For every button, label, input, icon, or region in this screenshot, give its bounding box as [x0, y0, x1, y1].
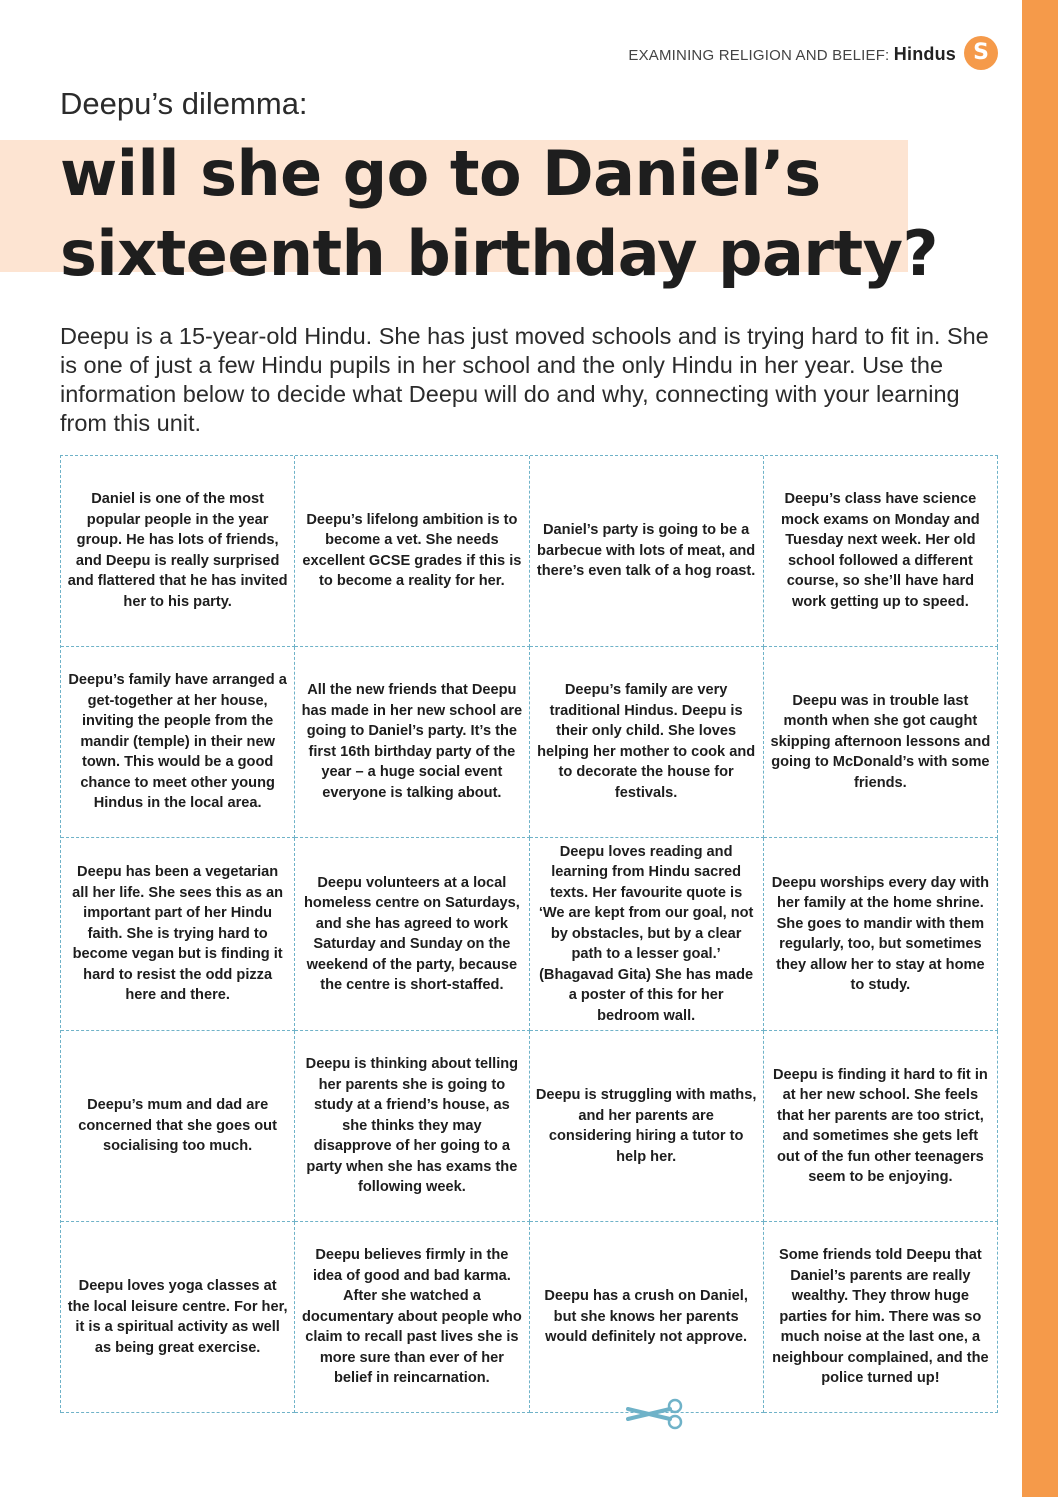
- scenario-card: [61, 456, 295, 647]
- scenario-card: [764, 1031, 998, 1222]
- scenario-card: [764, 647, 998, 838]
- scenario-card: [295, 456, 529, 647]
- card-text: Deepu is finding it hard to fit in at her new school. She feels that her parents are too strict, and sometimes she gets left out of the fun other teenagers seem to be enjoying.: [772, 1066, 988, 1186]
- card-text: Daniel is one of the most popular people in the year group. He has lots of friends, and Deepu is really surprised and flattered that he has invited her to his party.: [67, 491, 288, 610]
- scenario-card: [764, 838, 998, 1032]
- card-text: Deepu volunteers at a local homeless centre on Saturdays, and she has agreed to work Saturday and Sunday on the weekend of the party, because the centre is short-staffed.: [304, 874, 520, 993]
- card-text: Deepu is thinking about telling her parents she is going to study at a friend’s house, as she thinks they may disapprove of her going to a party when she has exams the following week.: [305, 1056, 519, 1196]
- intro-paragraph: Deepu is a 15-year-old Hindu. She has just moved schools and is trying hard to fit in. She is one of just a few Hindu pupils in her school and the only Hindu in her year. Use the information below to decide what Deepu will do and why, connecting with your learning from this unit.: [60, 323, 989, 436]
- card-text: Deepu’s lifelong ambition is to become a vet. She needs excellent GCSE grades if this is to become a reality for her.: [302, 511, 522, 590]
- scenario-card: [530, 1031, 764, 1222]
- card-text: Deepu has a crush on Daniel, but she knows her parents would definitely not approve.: [544, 1288, 748, 1346]
- page-subtitle: Deepu’s dilemma:: [60, 86, 308, 121]
- page-title: will she go to Daniel’s sixteenth birthday party?: [60, 137, 938, 290]
- scenario-card: [764, 456, 998, 647]
- logo: S: [964, 36, 998, 70]
- scenario-card: [530, 647, 764, 838]
- scenario-card: [530, 838, 764, 1032]
- header-category: EXAMINING RELIGION AND BELIEF:: [628, 47, 890, 64]
- scissors-icon: [626, 1398, 684, 1430]
- card-text: Daniel’s party is going to be a barbecue with lots of meat, and there’s even talk of a hog roast.: [536, 522, 756, 580]
- side-accent-bar: [1022, 0, 1058, 1497]
- card-text: Some friends told Deepu that Daniel’s parents are really wealthy. They throw huge parties for him. There was so much noise at the last one, a neighbour complained, and the police turned up!: [772, 1247, 989, 1387]
- running-header: [628, 44, 956, 65]
- scenario-card: [61, 1031, 295, 1222]
- scenario-card: [530, 456, 764, 647]
- scenario-card: [295, 647, 529, 838]
- header-topic: Hindus: [893, 44, 956, 64]
- scenario-card-grid: [60, 455, 998, 1413]
- card-text: Deepu was in trouble last month when she got caught skipping afternoon lessons and going to McDonald’s with some friends.: [770, 692, 991, 791]
- scenario-card: [295, 1031, 529, 1222]
- scenario-card: [295, 1222, 529, 1413]
- card-text: Deepu worships every day with her family at the home shrine. She goes to mandir with them regularly, too, but sometimes they allow her to stay at home to study.: [771, 874, 990, 993]
- scenario-card: [61, 838, 295, 1032]
- card-text: All the new friends that Deepu has made in her new school are going to Daniel’s party. It’s the first 16th birthday party of the year – a huge social event everyone is talking about.: [301, 682, 523, 801]
- card-text: Deepu’s family are very traditional Hindus. Deepu is their only child. She loves helping her mother to cook and to decorate the house for festivals.: [537, 682, 756, 801]
- card-text: Deepu loves yoga classes at the local leisure centre. For her, it is a spiritual activity as well as being great exercise.: [67, 1278, 288, 1356]
- scenario-card: [764, 1222, 998, 1413]
- card-text: Deepu’s mum and dad are concerned that she goes out socialising too much.: [78, 1097, 277, 1155]
- scenario-card: [295, 838, 529, 1032]
- card-text: Deepu’s family have arranged a get-together at her house, inviting the people from the mandir (temple) in their new town. This would be a good chance to meet other young Hindus in the local area.: [68, 672, 287, 812]
- scenario-card: [530, 1222, 764, 1413]
- scenario-card: [61, 1222, 295, 1413]
- scenario-card: [61, 647, 295, 838]
- card-text: Deepu’s class have science mock exams on Monday and Tuesday next week. Her old school followed a different course, so she’ll have hard work getting up to speed.: [781, 491, 980, 610]
- card-text: Deepu loves reading and learning from Hindu sacred texts. Her favourite quote is ‘We are kept from our goal, not by obstacles, but by a clear path to a lesser goal.’ (Bhagavad Gita) She has made a poster of this for her bedroom wall.: [538, 843, 754, 1024]
- card-text: Deepu has been a vegetarian all her life. She sees this as an important part of her Hindu faith. She is trying hard to become vegan but is finding it hard to resist the odd pizza here and there.: [72, 864, 284, 1004]
- card-text: Deepu believes firmly in the idea of good and bad karma. After she watched a documentary about people who claim to recall past lives she is more sure than ever of her belief in reincarnation.: [302, 1247, 522, 1387]
- card-text: Deepu is struggling with maths, and her parents are considering hiring a tutor to help her.: [535, 1087, 757, 1165]
